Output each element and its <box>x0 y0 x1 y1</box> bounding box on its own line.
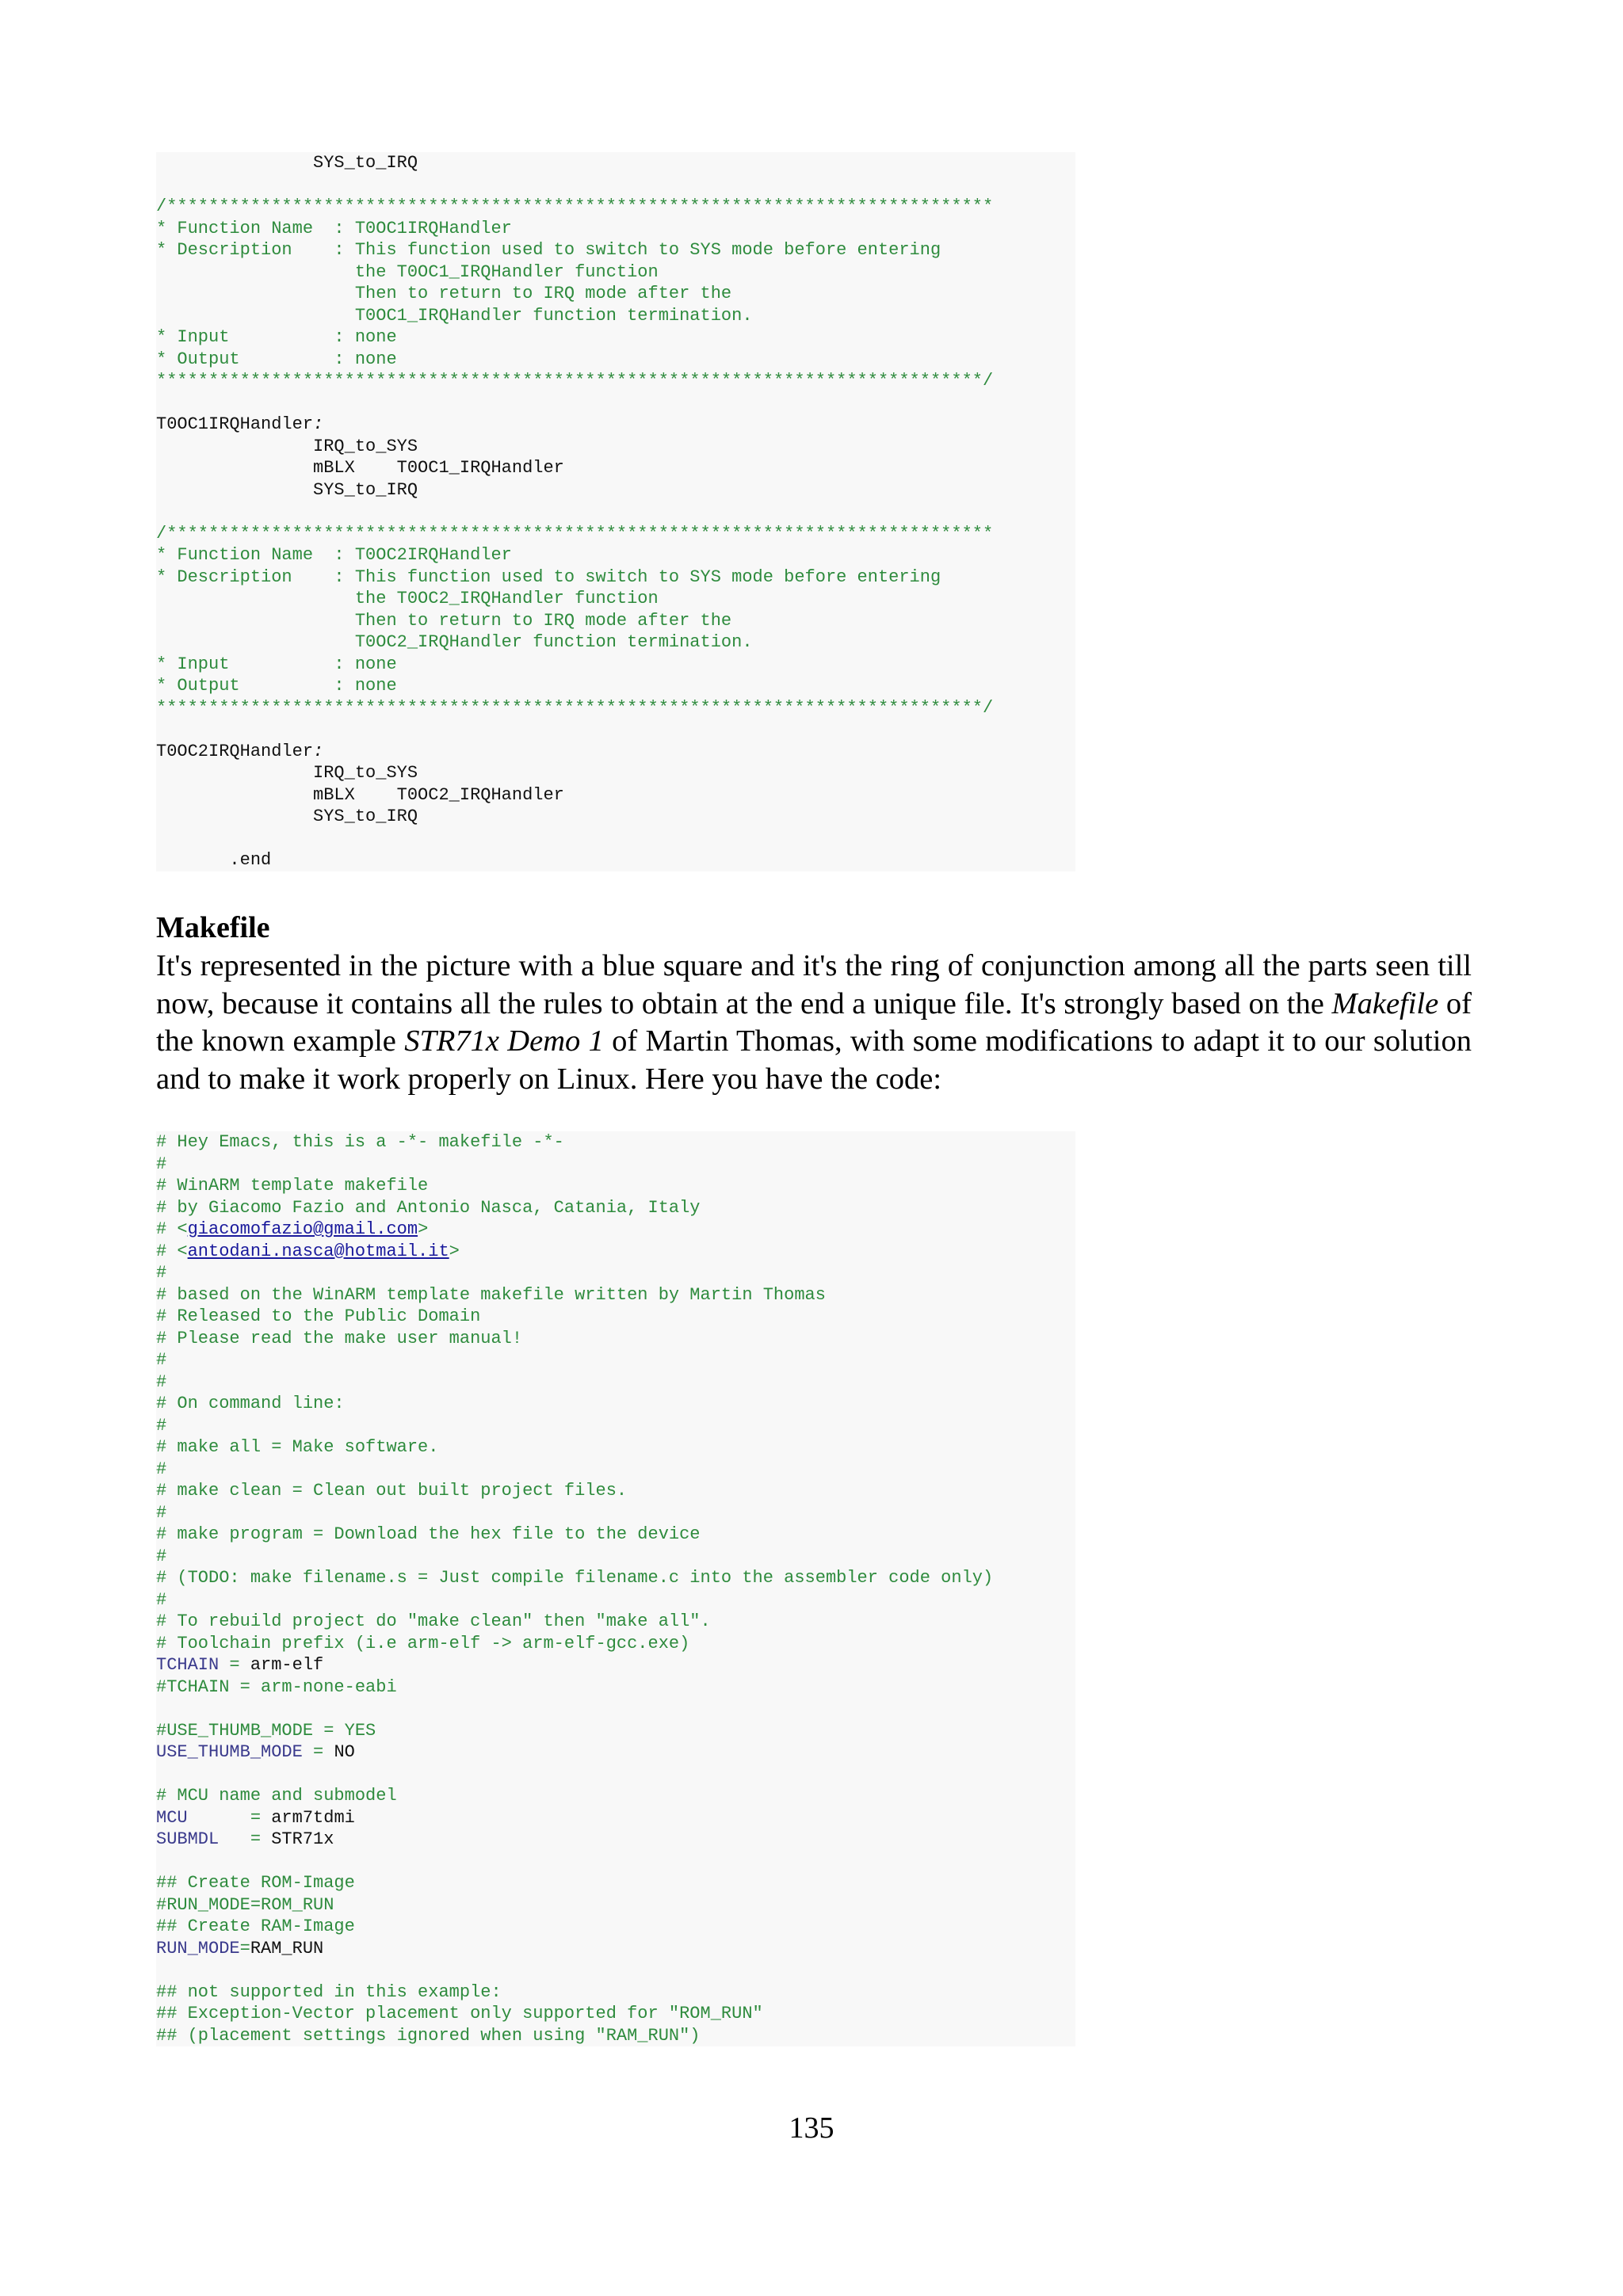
code-line <box>156 1459 1075 1481</box>
code-segment: # WinARM template makefile <box>156 1176 429 1196</box>
code-segment: # <box>156 1154 167 1174</box>
code-segment: Then to return to IRQ mode after the <box>156 284 732 303</box>
code-line <box>156 1154 1075 1176</box>
code-segment: STR71x <box>271 1829 334 1849</box>
code-line <box>156 196 1075 218</box>
code-segment: # Please read the make user manual! <box>156 1328 523 1348</box>
code-line <box>156 741 1075 763</box>
email-link[interactable]: antodani.nasca@hotmail.it <box>187 1241 449 1261</box>
code-segment: RUN_MODE <box>156 1938 240 1958</box>
code-segment: *******************************************************************************/ <box>156 371 994 391</box>
code-segment: # MCU name and submodel <box>156 1786 397 1806</box>
code-segment: * Output : none <box>156 349 397 369</box>
code-line <box>156 1698 1075 1720</box>
code-segment: * Description : This function used to switch to SYS mode before entering <box>156 566 941 587</box>
code-line <box>156 806 1075 828</box>
code-line <box>156 588 1075 610</box>
code-segment: # <box>156 1350 167 1370</box>
code-segment: USE_THUMB_MODE <box>156 1742 303 1762</box>
code-line <box>156 762 1075 784</box>
code-line <box>156 436 1075 458</box>
code-segment: # make clean = Clean out built project files. <box>156 1481 628 1501</box>
page-number: 135 <box>789 2111 834 2145</box>
code-line <box>156 501 1075 523</box>
code-segment: .end <box>156 850 272 870</box>
code-line <box>156 654 1075 676</box>
code-segment: IRQ_to_SYS <box>156 763 418 783</box>
code-segment: * Output : none <box>156 676 397 696</box>
code-segment: # (TODO: make filename.s = Just compile filename.c into the assembler code only) <box>156 1568 994 1588</box>
code-line <box>156 1676 1075 1699</box>
code-line <box>156 370 1075 392</box>
paragraph-text: of Martin Thomas, with some modifications to adapt it to our solution and to make it work properly on Linux. Here you have the code: <box>156 1024 1472 1096</box>
code-segment: T0OC2IRQHandler <box>156 741 314 761</box>
code-segment: ## Create RAM-Image <box>156 1917 355 1936</box>
code-line <box>156 697 1075 719</box>
code-segment: = <box>219 1829 272 1849</box>
code-line <box>156 1851 1075 1873</box>
assembly-code-block <box>156 152 1075 871</box>
code-line <box>156 1262 1075 1284</box>
code-segment: TCHAIN <box>156 1655 220 1675</box>
code-line <box>156 1785 1075 1807</box>
code-line <box>156 218 1075 240</box>
code-line <box>156 1764 1075 1786</box>
code-line <box>156 675 1075 697</box>
code-line <box>156 1633 1075 1655</box>
code-segment: = <box>239 1938 250 1958</box>
code-segment: * Function Name : T0OC1IRQHandler <box>156 218 512 238</box>
code-line <box>156 1197 1075 1219</box>
code-segment: *******************************************************************************/ <box>156 697 994 718</box>
code-segment: # Released to the Public Domain <box>156 1306 481 1326</box>
code-segment: arm-elf <box>250 1655 324 1675</box>
code-line <box>156 1284 1075 1306</box>
code-line <box>156 392 1075 414</box>
code-segment: = <box>187 1807 272 1828</box>
email-link[interactable]: giacomofazio@gmail.com <box>187 1219 418 1239</box>
section-heading: Makefile <box>156 911 270 944</box>
code-segment: : <box>313 741 324 761</box>
code-segment: > <box>418 1219 429 1239</box>
code-segment: #USE_THUMB_MODE = YES <box>156 1720 376 1741</box>
code-line <box>156 1720 1075 1742</box>
code-line <box>156 1131 1075 1154</box>
code-segment: the T0OC1_IRQHandler function <box>156 261 659 282</box>
code-line <box>156 414 1075 436</box>
code-line <box>156 1981 1075 2004</box>
code-segment: > <box>449 1241 460 1261</box>
code-segment: RAM_RUN <box>250 1938 324 1958</box>
code-line <box>156 1938 1075 1960</box>
code-line <box>156 1959 1075 1981</box>
code-line <box>156 326 1075 349</box>
section-paragraph <box>156 948 1472 1098</box>
code-line <box>156 1741 1075 1764</box>
code-segment: # by Giacomo Fazio and Antonio Nasca, Catania, Italy <box>156 1197 701 1218</box>
code-line <box>156 239 1075 261</box>
code-segment: # based on the WinARM template makefile written by Martin Thomas <box>156 1284 826 1305</box>
code-line <box>156 1306 1075 1328</box>
code-segment: SYS_to_IRQ <box>156 807 418 826</box>
code-segment: * Input : none <box>156 654 397 674</box>
code-segment: the T0OC2_IRQHandler function <box>156 589 659 608</box>
italic-term: STR71x Demo 1 <box>404 1024 604 1058</box>
code-segment: # <box>156 1263 167 1283</box>
code-segment: #TCHAIN = arm-none-eabi <box>156 1676 397 1697</box>
code-segment: # On command line: <box>156 1394 345 1413</box>
code-segment: ## Create ROM-Image <box>156 1873 355 1893</box>
code-line <box>156 261 1075 284</box>
code-line <box>156 1415 1075 1437</box>
code-line <box>156 152 1075 174</box>
code-line <box>156 1371 1075 1394</box>
code-segment: = <box>302 1742 334 1762</box>
code-segment: # <box>156 1371 167 1392</box>
code-segment: NO <box>334 1742 355 1762</box>
italic-term: Makefile <box>1331 986 1439 1020</box>
paragraph-text: of the known example <box>156 986 1472 1058</box>
code-segment: T0OC2_IRQHandler function termination. <box>156 632 753 652</box>
code-line <box>156 1894 1075 1917</box>
code-line <box>156 1807 1075 1829</box>
code-line <box>156 1546 1075 1568</box>
code-line <box>156 719 1075 741</box>
code-line <box>156 1916 1075 1938</box>
code-segment: * Description : This function used to switch to SYS mode before entering <box>156 240 941 260</box>
paragraph-text: It's represented in the picture with a blue square and it's the ring of conjunction among all the parts seen till now, because it contains all the rules to obtain at the end a unique file. It's strongly based on the <box>156 949 1472 1020</box>
code-line <box>156 2003 1075 2025</box>
code-segment: # <box>156 1589 167 1610</box>
code-segment: ## not supported in this example: <box>156 1981 502 2002</box>
code-segment: : <box>313 414 324 434</box>
code-segment: MCU <box>156 1807 188 1828</box>
code-segment: * Input : none <box>156 327 397 347</box>
code-segment: # < <box>156 1219 188 1239</box>
code-segment: # make program = Download the hex file to the device <box>156 1524 701 1544</box>
code-segment: /******************************************************************************* <box>156 523 994 543</box>
code-line <box>156 305 1075 327</box>
code-segment: mBLX T0OC1_IRQHandler <box>156 458 564 478</box>
makefile-code-block <box>156 1131 1075 2046</box>
code-line <box>156 523 1075 545</box>
code-line <box>156 1829 1075 1851</box>
code-line <box>156 479 1075 502</box>
code-segment: * Function Name : T0OC2IRQHandler <box>156 545 512 565</box>
code-segment: IRQ_to_SYS <box>156 436 418 456</box>
code-line <box>156 174 1075 196</box>
code-line <box>156 1349 1075 1371</box>
code-segment: # <box>156 1459 167 1479</box>
code-line <box>156 1480 1075 1502</box>
code-segment: SYS_to_IRQ <box>156 153 418 173</box>
code-line <box>156 2025 1075 2047</box>
code-line <box>156 1524 1075 1546</box>
code-line <box>156 1175 1075 1197</box>
code-line <box>156 349 1075 371</box>
code-segment: /******************************************************************************* <box>156 196 994 216</box>
code-line <box>156 457 1075 479</box>
code-segment: T0OC1IRQHandler <box>156 414 314 434</box>
code-segment: # <box>156 1546 167 1566</box>
code-line <box>156 1436 1075 1459</box>
code-segment: #RUN_MODE=ROM_RUN <box>156 1894 334 1915</box>
code-line <box>156 1241 1075 1263</box>
code-segment: ## (placement settings ignored when using "RAM_RUN") <box>156 2025 701 2046</box>
code-line <box>156 1219 1075 1241</box>
code-segment: # < <box>156 1241 188 1261</box>
code-segment: # Hey Emacs, this is a -*- makefile -*- <box>156 1132 564 1152</box>
code-segment: SYS_to_IRQ <box>156 479 418 500</box>
code-segment: mBLX T0OC2_IRQHandler <box>156 784 564 805</box>
code-segment: # make all = Make software. <box>156 1437 439 1457</box>
code-line <box>156 1872 1075 1894</box>
code-segment: T0OC1_IRQHandler function termination. <box>156 305 753 326</box>
code-line <box>156 828 1075 850</box>
code-segment: ## Exception-Vector placement only supported for "ROM_RUN" <box>156 2004 763 2023</box>
code-line <box>156 849 1075 871</box>
code-line <box>156 610 1075 632</box>
code-line <box>156 1611 1075 1633</box>
code-segment: # To rebuild project do "make clean" then "make all". <box>156 1611 711 1631</box>
code-line <box>156 784 1075 807</box>
code-segment: # <box>156 1415 167 1436</box>
code-segment: arm7tdmi <box>271 1807 355 1828</box>
code-line <box>156 1654 1075 1676</box>
code-line <box>156 566 1075 589</box>
code-line <box>156 544 1075 566</box>
code-line <box>156 631 1075 654</box>
code-segment: # <box>156 1502 167 1523</box>
code-line <box>156 1393 1075 1415</box>
code-line <box>156 1502 1075 1524</box>
code-segment: # Toolchain prefix (i.e arm-elf -> arm-elf-gcc.exe) <box>156 1633 690 1653</box>
code-segment: SUBMDL <box>156 1829 220 1849</box>
code-segment: Then to return to IRQ mode after the <box>156 610 732 631</box>
code-line <box>156 1589 1075 1611</box>
code-line <box>156 283 1075 305</box>
code-line <box>156 1567 1075 1589</box>
code-segment: = <box>219 1655 250 1675</box>
code-line <box>156 1328 1075 1350</box>
